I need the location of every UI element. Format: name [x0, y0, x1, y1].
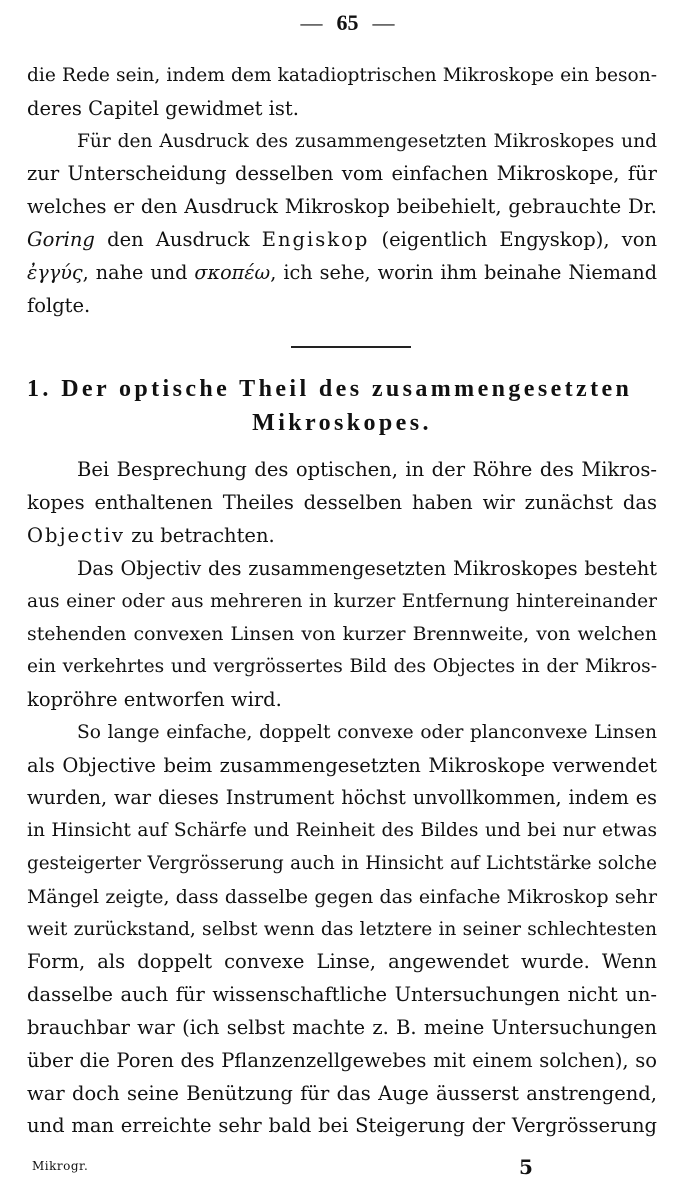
text-line	[27, 257, 657, 290]
text-run: (eigentlich Engyskop), von	[381, 227, 658, 251]
text-line	[27, 520, 657, 553]
text-line: die Rede sein, indem dem katadioptrischen Mikroskope ein beson-	[27, 65, 657, 86]
sheet-number: 5	[519, 1155, 533, 1179]
text-line: So lange einfache, doppelt convexe oder planconvexe Linsen	[77, 721, 657, 743]
paragraph-terminology	[27, 126, 657, 323]
text-line: gesteigerter Vergrösserung auch in Hinsicht auf Lichtstärke solche	[27, 852, 657, 874]
greek-word: σκοπέω	[194, 260, 271, 284]
text-line: über die Poren des Pflanzenzellgewebes mit einem solchen), so	[27, 1048, 657, 1072]
header-dash-right: —	[372, 10, 395, 35]
heading-line: 1. Der optische Theil des zusammengesetzten	[27, 376, 633, 403]
text-line	[27, 224, 657, 257]
text-line: stehenden convexen Linsen von kurzer Brennweite, von welchen	[27, 623, 657, 646]
text-run: den Ausdruck	[107, 227, 250, 251]
paragraph-simple-lenses	[27, 717, 657, 1143]
spaced-term: Engiskop	[261, 227, 370, 251]
section-heading	[27, 372, 657, 440]
header-dash-left: —	[300, 10, 323, 35]
page-body	[27, 60, 657, 1143]
text-run: zu betrachten.	[131, 523, 275, 547]
text-line: Das Objectiv des zusammengesetzten Mikroskopes besteht	[77, 556, 657, 580]
paragraph-objective-intro	[27, 454, 657, 552]
text-line: Für den Ausdruck des zusammengesetzten Mikroskopes und	[77, 130, 657, 152]
text-line: aus einer oder aus mehreren in kurzer Entfernung hintereinander	[27, 590, 657, 612]
printer-signature: Mikrogr.	[32, 1159, 89, 1173]
text-line: als Objective beim zusammengesetzten Mikroskope verwendet	[27, 753, 657, 777]
text-line: wurden, war dieses Instrument höchst unvollkommen, indem es	[27, 786, 657, 810]
paragraph-objective-definition	[27, 553, 657, 717]
text-run: , nahe und	[82, 260, 188, 284]
text-line: welches er den Ausdruck Mikroskop beibehielt, gebrauchte Dr.	[27, 195, 657, 219]
text-line: und man erreichte sehr bald bei Steigerung der Vergrösserung	[27, 1114, 657, 1138]
heading-line: Mikroskopes.	[252, 410, 432, 437]
page-number: 65	[336, 10, 359, 35]
text-line: dasselbe auch für wissenschaftliche Untersuchungen nicht un-	[27, 983, 657, 1007]
text-line: ein verkehrtes und vergrössertes Bild des Objectes in der Mikros-	[27, 656, 657, 678]
paragraph-continuation	[27, 60, 657, 126]
text-line: brauchbar war (ich selbst machte z. B. meine Untersuchungen	[27, 1015, 657, 1039]
text-line: weit zurückstand, selbst wenn das letztere in seiner schlechtesten	[27, 918, 657, 940]
spaced-term: Objectiv	[27, 523, 126, 547]
text-line: war doch seine Benützung für das Auge äusserst anstrengend,	[27, 1081, 657, 1105]
person-name: Goring	[27, 227, 95, 251]
page-header	[0, 10, 695, 36]
text-line: Form, als doppelt convexe Linse, angewendet wurde. Wenn	[27, 950, 657, 974]
text-line: Mängel zeigte, dass dasselbe gegen das einfache Mikroskop sehr	[27, 885, 657, 908]
text-run: , ich sehe, worin ihm beinahe Niemand	[270, 260, 657, 284]
greek-word: ἐγγύς	[27, 260, 83, 284]
text-line: deres Capitel gewidmet ist.	[27, 96, 299, 120]
section-divider	[291, 346, 411, 348]
text-line: in Hinsicht auf Schärfe und Reinheit des Bildes und bei nur etwas	[27, 820, 657, 842]
text-line: kopröhre entworfen wird.	[27, 687, 282, 711]
text-line: folgte.	[27, 293, 91, 317]
text-line: Bei Besprechung des optischen, in der Röhre des Mikros-	[77, 458, 657, 482]
text-line: zur Unterscheidung desselben vom einfachen Mikroskope, für	[27, 162, 657, 186]
text-line: kopes enthaltenen Theiles desselben haben wir zunächst das	[27, 491, 657, 515]
